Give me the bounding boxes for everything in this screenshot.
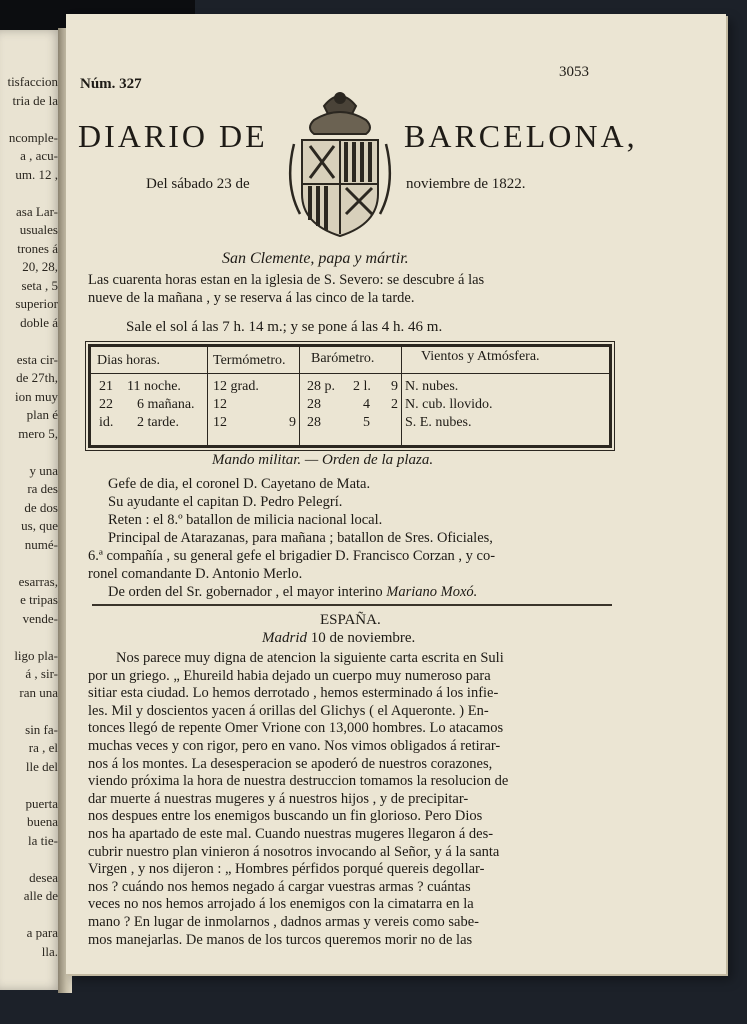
left-page-line: us, que	[21, 518, 58, 533]
article-line: mano ? En lugar de inmolarnos , dadnos armas y vereis como sabe-	[88, 914, 479, 930]
weather-baro-p: 28 p.	[307, 379, 335, 394]
weather-thermo-frac: 9	[289, 415, 296, 430]
weather-day: 22	[99, 397, 113, 412]
left-page-line: asa Lar-	[16, 203, 58, 219]
left-page-line: de 27th,	[16, 370, 58, 385]
article-line: viendo próxima la hora de nuestra destruccion tomamos la resolucion de	[88, 773, 509, 790]
article-line: les. Mil y doscientos yacen á orillas del Glichys ( el Aqueronte. ) En-	[88, 702, 489, 719]
weather-hour: 2 tarde.	[137, 415, 179, 430]
weather-table	[88, 344, 612, 448]
issue-number: Núm. 327	[80, 76, 142, 92]
weather-header-winds: Vientos y Atmósfera.	[421, 349, 540, 364]
article-line: Nos parece muy digna de atencion la siguiente carta escrita en Suli	[116, 650, 504, 666]
left-page-line: tria de la	[12, 92, 58, 108]
weather-baro-l: 4	[363, 397, 370, 412]
military-closing	[108, 584, 477, 601]
weather-thermo: 12 grad.	[213, 379, 259, 394]
sunrise-sunset: Sale el sol á las 7 h. 14 m.; y se pone á las 4 h. 46 m.	[126, 319, 443, 335]
article-line: cubrir nuestro plan vinieron á nosotros invocando al Señor, y á la santa	[88, 843, 500, 860]
article-line: por un griego. „ Ehureild habia dejado un cuerpo muy numeroso para	[88, 667, 491, 684]
left-page-line: plan é	[26, 407, 58, 422]
left-page-line: ligo pla-	[14, 647, 58, 663]
forty-hours-line-2: nueve de la mañana , y se reserva á las cinco de la tarde.	[88, 290, 415, 306]
article-line: mos manejarlas. De manos de los turcos queremos morir no de las	[88, 931, 473, 948]
masthead-title-right: BARCELONA,	[404, 118, 638, 154]
date-line-left: Del sábado 23 de	[146, 176, 250, 192]
table-header-rule	[91, 373, 609, 374]
left-page-line: a , acu-	[20, 148, 58, 163]
forty-hours-line-1: Las cuarenta horas estan en la iglesia de S. Severo: se descubre á las	[88, 272, 485, 288]
weather-thermo: 12	[213, 397, 227, 412]
left-page-line: lla.	[41, 943, 58, 959]
military-closing-text: De orden del Sr. gobernador , el mayor interino	[108, 584, 387, 600]
left-page-line: y una	[29, 462, 58, 478]
weather-day: id.	[99, 415, 114, 430]
weather-baro-frac: 2	[391, 397, 398, 412]
left-page-line: puerta	[25, 795, 58, 811]
dateline-date: 10 de noviembre.	[307, 630, 416, 646]
military-heading: Mando militar. — Orden de la plaza.	[212, 452, 434, 468]
coat-of-arms-icon	[284, 84, 396, 244]
left-page-line: de dos	[24, 499, 58, 515]
left-page-line: lle del	[25, 758, 58, 774]
table-divider	[207, 347, 208, 445]
left-page-line: trones á	[17, 240, 58, 256]
article-line: nos á los montes. La desesperacion se apoderó de nuestros corazones,	[88, 755, 493, 772]
article-line: nos ? cuándo nos hemos negado á cargar vuestras armas ? cuántas	[88, 878, 471, 895]
weather-wind: S. E. nubes.	[405, 415, 472, 430]
left-page-line: superior	[15, 296, 58, 311]
left-page-line: la tie-	[28, 832, 58, 848]
weather-baro-l: 2 l.	[353, 379, 371, 394]
left-page-line: ncomple-	[8, 129, 58, 145]
article-line: tonces llegó de repente Omer Vrione con 13,000 hombres. Lo atacamos	[88, 720, 504, 737]
left-page-line: ion muy	[15, 388, 58, 404]
military-line: Gefe de dia, el coronel D. Cayetano de Mata.	[108, 476, 371, 492]
weather-hour: 11 noche.	[127, 379, 181, 394]
date-line-right: noviembre de 1822.	[406, 176, 526, 192]
dateline-city: Madrid	[262, 630, 307, 646]
left-page-line: tisfaccion	[7, 74, 58, 89]
left-page-line: buena	[26, 814, 58, 829]
left-page-line: desea	[29, 869, 58, 885]
weather-day: 21	[99, 379, 113, 394]
article-dateline	[262, 630, 415, 647]
military-line: Reten : el 8.º batallon de milicia nacional local.	[108, 512, 383, 528]
left-page-line: mero 5,	[18, 425, 58, 441]
article-line: veces no nos hemos arrojado á los enemigos con la cimatarra en la	[88, 896, 474, 913]
left-page-line: seta , 5	[21, 277, 58, 293]
weather-wind: N. cub. llovido.	[405, 397, 493, 412]
left-page-line: e tripas	[20, 592, 58, 607]
left-page-line: 20, 28,	[22, 259, 58, 274]
left-page-line: doble á	[20, 314, 58, 330]
article-line: dar muerte á nuestras mugeres y á nuestros hijos , y de precipitar-	[88, 790, 469, 807]
article-line: Virgen , y nos dijeron : „ Hombres pérfidos porqué quereis degollar-	[88, 861, 485, 878]
military-line: 6.ª compañía , su general gefe el brigadier D. Francisco Corzan , y co-	[88, 548, 496, 564]
saint-of-day: San Clemente, papa y mártir.	[222, 250, 409, 267]
left-page-line: sin fa-	[25, 721, 58, 737]
weather-baro-p: 28	[307, 415, 321, 430]
left-page-line: usuales	[19, 222, 58, 237]
section-title: ESPAÑA.	[320, 612, 381, 628]
military-closing-name: Mariano Moxó.	[386, 584, 478, 600]
weather-header-days: Dias horas.	[97, 353, 160, 368]
military-line: ronel comandante D. Antonio Merlo.	[88, 566, 303, 582]
military-line: Su ayudante el capitan D. Pedro Pelegrí.	[108, 494, 343, 510]
weather-header-thermometer: Termómetro.	[213, 353, 286, 368]
article-line: muchas veces y con rigor, pero en vano. Nos vimos obligados á retirar-	[88, 738, 501, 754]
left-page-line: a para	[26, 925, 58, 940]
weather-header-barometer: Barómetro.	[311, 351, 375, 366]
left-facing-page	[0, 30, 62, 990]
left-page-line: esta cir-	[16, 351, 58, 367]
table-divider	[401, 347, 402, 445]
weather-baro-p: 28	[307, 397, 321, 412]
weather-wind: N. nubes.	[405, 379, 459, 394]
table-divider	[299, 347, 300, 445]
article-line: sitiar esta ciudad. Lo hemos derrotado , hemos esterminado á los infie-	[88, 685, 499, 702]
left-page-line: numé-	[24, 536, 58, 552]
article-line: nos ha apartado de este mal. Cuando nuestras mugeres llegaron á des-	[88, 826, 494, 842]
left-page-line: alle de	[23, 888, 58, 903]
left-page-line: vende-	[22, 610, 58, 626]
weather-baro-frac: 9	[391, 379, 398, 394]
article-line: nos despues entre los enemigos buscando un fin glorioso. Pero Dios	[88, 808, 483, 825]
masthead-title-left: DIARIO DE	[78, 118, 268, 154]
page-number: 3053	[559, 64, 589, 80]
weather-thermo: 12	[213, 415, 227, 430]
weather-hour: 6 mañana.	[137, 397, 195, 412]
left-page-line: esarras,	[18, 573, 58, 589]
newspaper-page	[66, 14, 726, 974]
left-page-line: ra , el	[28, 740, 58, 755]
weather-baro-l: 5	[363, 415, 370, 430]
military-line: Principal de Atarazanas, para mañana ; batallon de Sres. Oficiales,	[108, 530, 493, 546]
left-page-line: á , sir-	[25, 666, 58, 681]
section-rule	[92, 604, 612, 606]
left-page-line: ra des	[27, 481, 58, 496]
left-page-line: um. 12 ,	[15, 166, 58, 182]
left-page-line: ran una	[19, 684, 58, 700]
